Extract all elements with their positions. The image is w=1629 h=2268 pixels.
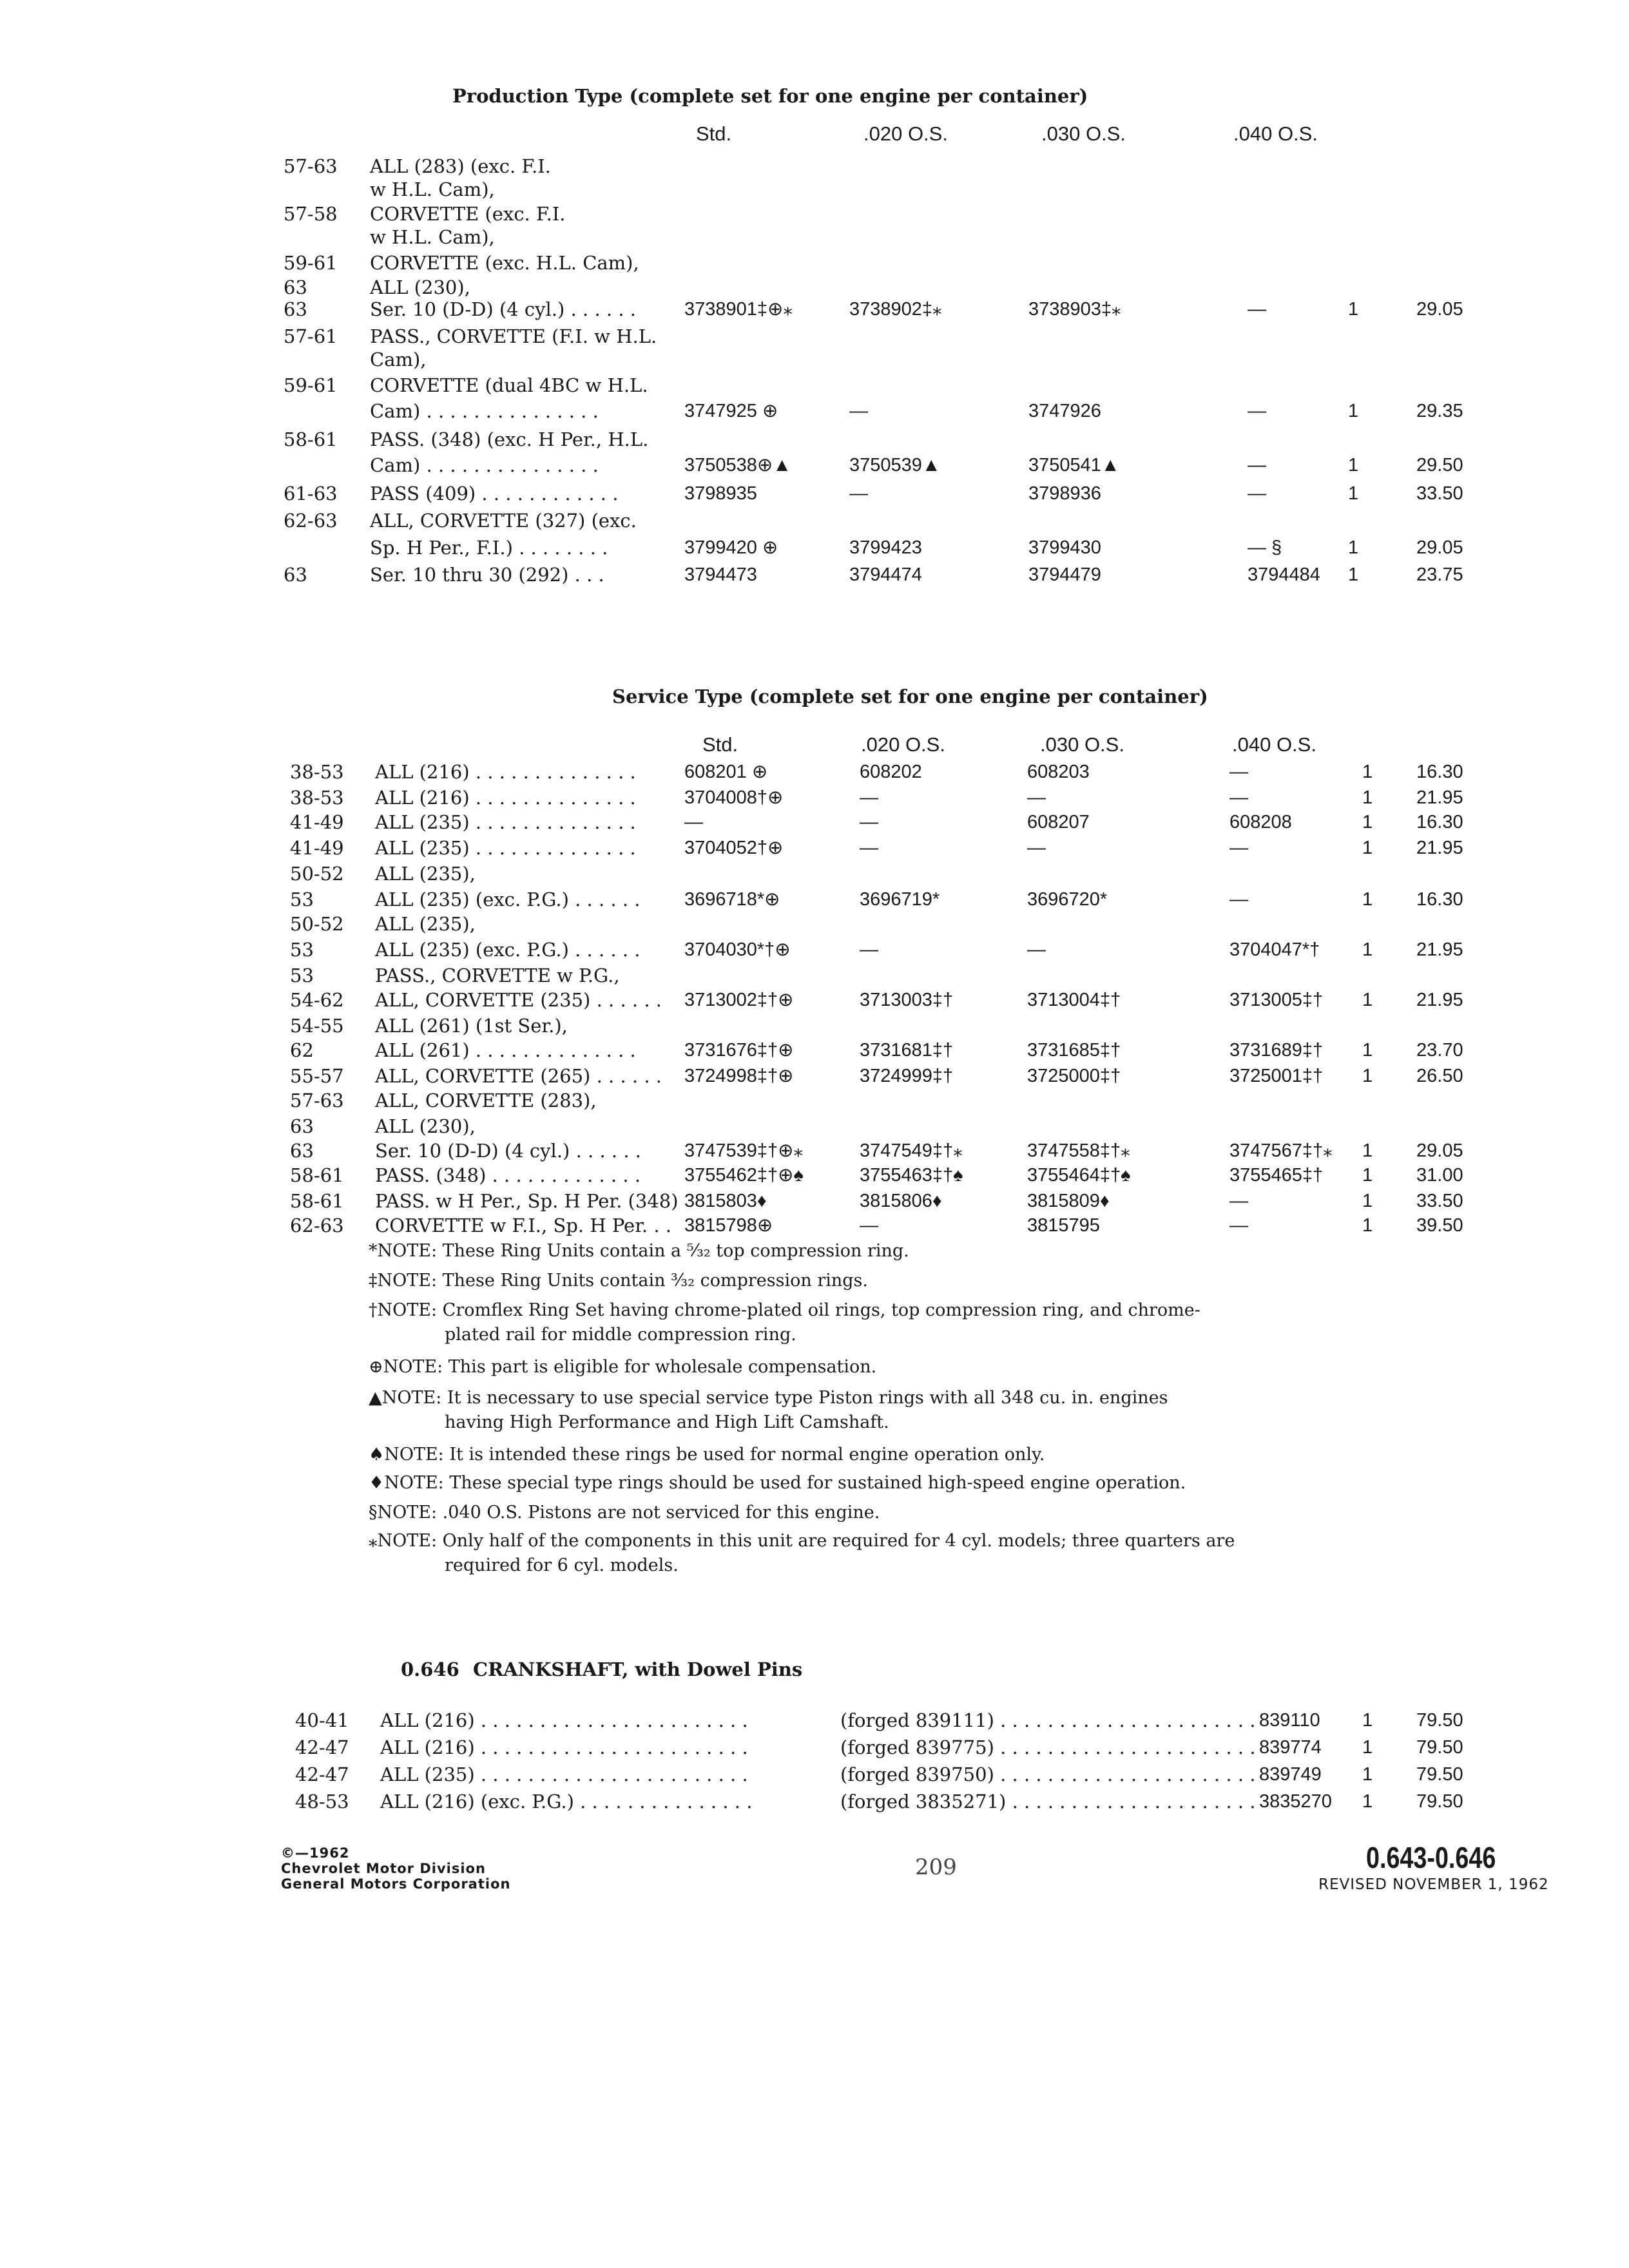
model-cell: ALL (235) (exc. P.G.) . . . . . . bbox=[375, 889, 641, 910]
os030-cell: 3738903‡⁎ bbox=[1028, 299, 1121, 320]
table-row bbox=[0, 536, 1629, 559]
year-cell: 53 bbox=[290, 939, 314, 961]
model-cell: PASS., CORVETTE w P.G., bbox=[375, 965, 620, 986]
model-cell: w H.L. Cam), bbox=[370, 178, 495, 200]
qty-cell: 1 bbox=[1348, 401, 1359, 421]
forged-cell: (forged 839775) . . . . . . . . . . . . . . . . . . . . . . bbox=[840, 1736, 1256, 1758]
os040-cell: — bbox=[1248, 455, 1266, 476]
table-row bbox=[0, 786, 1629, 809]
os040-cell: 3731689‡† bbox=[1229, 1040, 1324, 1061]
table-row bbox=[0, 178, 1629, 201]
model-cell: Sp. H Per., F.I.) . . . . . . . . bbox=[370, 537, 608, 559]
qty-cell: 1 bbox=[1348, 564, 1359, 585]
page-number: 209 bbox=[915, 1854, 957, 1880]
std-cell: 3815803♦ bbox=[684, 1191, 767, 1211]
year-cell: 59-61 bbox=[284, 252, 338, 274]
os030-cell: 3750541▲ bbox=[1028, 455, 1120, 476]
year-cell: 55-57 bbox=[290, 1065, 344, 1087]
year-cell: 63 bbox=[284, 276, 307, 298]
forged-cell: (forged 839750) . . . . . . . . . . . . . . . . . . . . . . bbox=[840, 1763, 1256, 1785]
price-cell: 31.00 bbox=[1416, 1165, 1463, 1186]
footer-copyright: ©—1962 bbox=[281, 1845, 350, 1861]
os040-cell: — bbox=[1248, 483, 1266, 504]
year-cell: 38-53 bbox=[290, 761, 344, 783]
model-cell: PASS (409) . . . . . . . . . . . . bbox=[370, 483, 619, 505]
part-number-cell: 839774 bbox=[1259, 1737, 1322, 1758]
os040-cell: — bbox=[1229, 838, 1248, 858]
qty-cell: 1 bbox=[1362, 1764, 1373, 1785]
os020-cell: 3815806♦ bbox=[860, 1191, 942, 1211]
os020-cell: 3696719* bbox=[860, 889, 940, 910]
price-cell: 39.50 bbox=[1416, 1215, 1463, 1236]
os020-cell: — bbox=[860, 812, 878, 832]
os040-cell: — bbox=[1248, 401, 1266, 421]
os020-cell: 3731681‡† bbox=[860, 1040, 954, 1061]
os020-cell: 3747549‡†⁎ bbox=[860, 1140, 963, 1161]
model-cell: Cam) . . . . . . . . . . . . . . . bbox=[370, 454, 599, 476]
os040-cell: — bbox=[1229, 762, 1248, 782]
os040-cell: 3794484 bbox=[1248, 564, 1320, 585]
os020-cell: 3724999‡† bbox=[860, 1066, 954, 1086]
os040-cell: — § bbox=[1248, 537, 1282, 558]
note-line: having High Performance and High Lift Camshaft. bbox=[445, 1412, 889, 1432]
os040-cell: — bbox=[1248, 299, 1266, 320]
table-row bbox=[0, 888, 1629, 911]
qty-cell: 1 bbox=[1362, 990, 1373, 1010]
os040-cell: — bbox=[1229, 1191, 1248, 1211]
std-cell: 3755462‡†⊕♠ bbox=[684, 1165, 804, 1186]
os030-cell: — bbox=[1027, 787, 1046, 808]
column-header: .040 O.S. bbox=[1232, 733, 1316, 756]
model-cell: CORVETTE (exc. F.I. bbox=[370, 203, 566, 225]
revised-date: REVISED NOVEMBER 1, 1962 bbox=[1318, 1876, 1549, 1893]
price-cell: 16.30 bbox=[1416, 889, 1463, 910]
std-cell: 3696718*⊕ bbox=[684, 889, 780, 910]
section-range: 0.643-0.646 bbox=[1366, 1841, 1496, 1874]
os030-cell: 3815809♦ bbox=[1027, 1191, 1110, 1211]
os030-cell: 608207 bbox=[1027, 812, 1090, 832]
note-line: ▲NOTE: It is necessary to use special service type Piston rings with all 348 cu. in. engines bbox=[369, 1388, 1168, 1408]
forged-cell: (forged 3835271) . . . . . . . . . . . . . . . . . . . . . bbox=[840, 1791, 1256, 1812]
std-cell: 3704030*†⊕ bbox=[684, 939, 791, 960]
year-cell: 58-61 bbox=[290, 1164, 344, 1186]
note-line: required for 6 cyl. models. bbox=[445, 1555, 679, 1575]
price-cell: 21.95 bbox=[1416, 787, 1463, 808]
os030-cell: 3798936 bbox=[1028, 483, 1101, 504]
os030-cell: 3747558‡†⁎ bbox=[1027, 1140, 1130, 1161]
year-cell: 57-63 bbox=[290, 1090, 344, 1111]
model-cell: Cam), bbox=[370, 349, 427, 370]
price-cell: 21.95 bbox=[1416, 990, 1463, 1010]
price-cell: 33.50 bbox=[1416, 483, 1463, 504]
year-cell: 63 bbox=[290, 1115, 314, 1137]
table-row bbox=[0, 454, 1629, 477]
std-cell: 3713002‡†⊕ bbox=[684, 990, 794, 1010]
table-row bbox=[0, 482, 1629, 505]
table-row bbox=[0, 988, 1629, 1012]
price-cell: 21.95 bbox=[1416, 838, 1463, 858]
model-cell: ALL (235), bbox=[375, 913, 476, 935]
table-row bbox=[0, 155, 1629, 178]
year-cell: 53 bbox=[290, 965, 314, 986]
price-cell: 16.30 bbox=[1416, 762, 1463, 782]
service-title: Service Type (complete set for one engine per container) bbox=[612, 686, 1208, 707]
os030-cell: — bbox=[1027, 838, 1046, 858]
os020-cell: — bbox=[860, 838, 878, 858]
table-row bbox=[0, 428, 1629, 451]
year-cell: 40-41 bbox=[295, 1709, 349, 1731]
std-cell: 3704052†⊕ bbox=[684, 838, 784, 858]
os040-cell: — bbox=[1229, 787, 1248, 808]
model-cell: CORVETTE (dual 4BC w H.L. bbox=[370, 374, 648, 396]
os040-cell: 3713005‡† bbox=[1229, 990, 1324, 1010]
table-row bbox=[0, 1709, 1629, 1732]
year-cell: 53 bbox=[290, 889, 314, 910]
crankshaft-title: CRANKSHAFT, with Dowel Pins bbox=[473, 1658, 803, 1680]
year-cell: 50-52 bbox=[290, 913, 344, 935]
os030-cell: 3794479 bbox=[1028, 564, 1101, 585]
year-cell: 59-61 bbox=[284, 374, 338, 396]
table-row bbox=[0, 509, 1629, 532]
os020-cell: — bbox=[860, 787, 878, 808]
os030-cell: 3815795 bbox=[1027, 1215, 1100, 1236]
year-cell: 62 bbox=[290, 1039, 314, 1061]
model-cell: PASS. (348) . . . . . . . . . . . . . bbox=[375, 1164, 641, 1186]
year-cell: 38-53 bbox=[290, 787, 344, 809]
price-cell: 29.05 bbox=[1416, 1140, 1463, 1161]
model-cell: CORVETTE w F.I., Sp. H Per. . . bbox=[375, 1215, 671, 1236]
model-cell: ALL (216) . . . . . . . . . . . . . . . . . . . . . . . bbox=[380, 1709, 748, 1731]
year-cell: 58-61 bbox=[290, 1190, 344, 1212]
os020-cell: 3738902‡⁎ bbox=[849, 299, 942, 320]
qty-cell: 1 bbox=[1348, 299, 1359, 320]
table-row bbox=[0, 298, 1629, 321]
year-cell: 48-53 bbox=[295, 1791, 349, 1812]
year-cell: 62-63 bbox=[290, 1215, 344, 1236]
price-cell: 23.75 bbox=[1416, 564, 1463, 585]
note-line: *NOTE: These Ring Units contain a ⁵⁄₃₂ top compression ring. bbox=[369, 1241, 909, 1261]
price-cell: 26.50 bbox=[1416, 1066, 1463, 1086]
model-cell: ALL, CORVETTE (265) . . . . . . bbox=[375, 1065, 662, 1087]
os040-cell: 3704047*† bbox=[1229, 939, 1320, 960]
qty-cell: 1 bbox=[1348, 537, 1359, 558]
qty-cell: 1 bbox=[1348, 455, 1359, 476]
table-row bbox=[0, 1763, 1629, 1786]
model-cell: ALL (235) . . . . . . . . . . . . . . . . . . . . . . . bbox=[380, 1763, 748, 1785]
year-cell: 58-61 bbox=[284, 428, 338, 450]
year-cell: 63 bbox=[284, 298, 307, 320]
model-cell: ALL, CORVETTE (327) (exc. bbox=[370, 510, 637, 532]
model-cell: ALL (283) (exc. F.I. bbox=[370, 155, 551, 177]
model-cell: ALL (230), bbox=[370, 276, 470, 298]
model-cell: PASS., CORVETTE (F.I. w H.L. bbox=[370, 325, 657, 347]
note-line: ‡NOTE: These Ring Units contain ³⁄₃₂ compression rings. bbox=[369, 1271, 868, 1291]
os020-cell: — bbox=[849, 401, 868, 421]
std-cell: 3815798⊕ bbox=[684, 1215, 773, 1236]
forged-cell: (forged 839111) . . . . . . . . . . . . . . . . . . . . . . bbox=[840, 1709, 1256, 1731]
year-cell: 57-61 bbox=[284, 325, 338, 347]
table-row bbox=[0, 1139, 1629, 1162]
os030-cell: 3696720* bbox=[1027, 889, 1108, 910]
price-cell: 79.50 bbox=[1416, 1710, 1463, 1731]
note-line: §NOTE: .040 O.S. Pistons are not serviced for this engine. bbox=[369, 1503, 880, 1523]
year-cell: 57-58 bbox=[284, 203, 338, 225]
footer-corporation: General Motors Corporation bbox=[281, 1876, 511, 1892]
os030-cell: — bbox=[1027, 939, 1046, 960]
table-row bbox=[0, 374, 1629, 397]
year-cell: 41-49 bbox=[290, 837, 344, 859]
qty-cell: 1 bbox=[1362, 1165, 1373, 1186]
part-number-cell: 3835270 bbox=[1259, 1791, 1332, 1812]
model-cell: Ser. 10 (D-D) (4 cyl.) . . . . . . bbox=[370, 298, 636, 320]
year-cell: 63 bbox=[290, 1140, 314, 1162]
model-cell: ALL (230), bbox=[375, 1115, 476, 1137]
column-header: .040 O.S. bbox=[1233, 122, 1318, 145]
table-row bbox=[0, 1039, 1629, 1062]
price-cell: 29.05 bbox=[1416, 299, 1463, 320]
table-row bbox=[0, 1736, 1629, 1759]
column-header: .030 O.S. bbox=[1041, 122, 1126, 145]
year-cell: 42-47 bbox=[295, 1763, 349, 1785]
model-cell: ALL (235), bbox=[375, 863, 476, 885]
os030-cell: 3725000‡† bbox=[1027, 1066, 1121, 1086]
os040-cell: — bbox=[1229, 1215, 1248, 1236]
table-row bbox=[0, 251, 1629, 274]
std-cell: 3724998‡†⊕ bbox=[684, 1066, 794, 1086]
std-cell: 3704008†⊕ bbox=[684, 787, 784, 808]
model-cell: ALL (261) (1st Ser.), bbox=[375, 1015, 568, 1037]
year-cell: 61-63 bbox=[284, 483, 338, 505]
os030-cell: 3755464‡†♠ bbox=[1027, 1165, 1131, 1186]
model-cell: CORVETTE (exc. H.L. Cam), bbox=[370, 252, 639, 274]
model-cell: Ser. 10 (D-D) (4 cyl.) . . . . . . bbox=[375, 1140, 641, 1162]
std-cell: 3731676‡†⊕ bbox=[684, 1040, 794, 1061]
std-cell: 3747539‡†⊕⁎ bbox=[684, 1140, 803, 1161]
year-cell: 62-63 bbox=[284, 510, 338, 532]
price-cell: 29.50 bbox=[1416, 455, 1463, 476]
table-row bbox=[0, 964, 1629, 987]
os040-cell: 3747567‡†⁎ bbox=[1229, 1140, 1333, 1161]
qty-cell: 1 bbox=[1362, 1040, 1373, 1061]
std-cell: 3750538⊕▲ bbox=[684, 455, 791, 476]
table-row bbox=[0, 1014, 1629, 1037]
part-number-cell: 839110 bbox=[1259, 1710, 1320, 1731]
std-cell: 3738901‡⊕⁎ bbox=[684, 299, 793, 320]
note-line: ♦NOTE: These special type rings should be used for sustained high-speed engine operation. bbox=[369, 1473, 1186, 1493]
table-row bbox=[0, 1214, 1629, 1237]
table-row bbox=[0, 912, 1629, 936]
model-cell: ALL (261) . . . . . . . . . . . . . . bbox=[375, 1039, 636, 1061]
price-cell: 23.70 bbox=[1416, 1040, 1463, 1061]
table-row bbox=[0, 1064, 1629, 1088]
note-line: plated rail for middle compression ring. bbox=[445, 1325, 796, 1345]
os030-cell: 3747926 bbox=[1028, 401, 1101, 421]
table-row bbox=[0, 325, 1629, 348]
os020-cell: 3755463‡†♠ bbox=[860, 1165, 963, 1186]
qty-cell: 1 bbox=[1362, 1066, 1373, 1086]
std-cell: 3794473 bbox=[684, 564, 757, 585]
price-cell: 79.50 bbox=[1416, 1737, 1463, 1758]
column-header: Std. bbox=[702, 733, 738, 756]
table-row bbox=[0, 1164, 1629, 1187]
note-line: ⊕NOTE: This part is eligible for wholesale compensation. bbox=[369, 1357, 877, 1377]
os020-cell: 608202 bbox=[860, 762, 922, 782]
column-header: Std. bbox=[696, 122, 732, 145]
std-cell: 3747925 ⊕ bbox=[684, 401, 778, 421]
os020-cell: — bbox=[860, 1215, 878, 1236]
model-cell: Cam) . . . . . . . . . . . . . . . bbox=[370, 400, 599, 422]
os020-cell: 3750539▲ bbox=[849, 455, 941, 476]
os020-cell: — bbox=[860, 939, 878, 960]
std-cell: 608201 ⊕ bbox=[684, 762, 768, 782]
table-row bbox=[0, 399, 1629, 423]
table-row bbox=[0, 202, 1629, 226]
table-row bbox=[0, 348, 1629, 371]
year-cell: 57-63 bbox=[284, 155, 338, 177]
part-number-cell: 839749 bbox=[1259, 1764, 1322, 1785]
os020-cell: 3713003‡† bbox=[860, 990, 954, 1010]
model-cell: Ser. 10 thru 30 (292) . . . bbox=[370, 564, 604, 586]
model-cell: ALL (235) (exc. P.G.) . . . . . . bbox=[375, 939, 641, 961]
os030-cell: 608203 bbox=[1027, 762, 1090, 782]
model-cell: ALL (216) . . . . . . . . . . . . . . bbox=[375, 787, 636, 809]
table-row bbox=[0, 1115, 1629, 1138]
os040-cell: 3755465‡† bbox=[1229, 1165, 1324, 1186]
std-cell: 3799420 ⊕ bbox=[684, 537, 778, 558]
year-cell: 42-47 bbox=[295, 1736, 349, 1758]
qty-cell: 1 bbox=[1362, 1791, 1373, 1812]
production-title: Production Type (complete set for one engine per container) bbox=[452, 85, 1088, 107]
os040-cell: 608208 bbox=[1229, 812, 1292, 832]
table-row bbox=[0, 811, 1629, 834]
note-line: ♠NOTE: It is intended these rings be used for normal engine operation only. bbox=[369, 1445, 1045, 1465]
std-cell: — bbox=[684, 812, 703, 832]
table-row bbox=[0, 1189, 1629, 1213]
model-cell: ALL (216) . . . . . . . . . . . . . . . . . . . . . . . bbox=[380, 1736, 748, 1758]
table-row bbox=[0, 226, 1629, 249]
year-cell: 63 bbox=[284, 564, 307, 586]
table-row bbox=[0, 563, 1629, 586]
crankshaft-number: 0.646 bbox=[401, 1658, 459, 1680]
price-cell: 16.30 bbox=[1416, 812, 1463, 832]
qty-cell: 1 bbox=[1362, 1710, 1373, 1731]
qty-cell: 1 bbox=[1362, 787, 1373, 808]
table-row bbox=[0, 276, 1629, 299]
qty-cell: 1 bbox=[1362, 1737, 1373, 1758]
os030-cell: 3799430 bbox=[1028, 537, 1101, 558]
model-cell: ALL (235) . . . . . . . . . . . . . . bbox=[375, 811, 636, 833]
table-row bbox=[0, 1089, 1629, 1112]
price-cell: 21.95 bbox=[1416, 939, 1463, 960]
model-cell: ALL (216) . . . . . . . . . . . . . . bbox=[375, 761, 636, 783]
std-cell: 3798935 bbox=[684, 483, 757, 504]
qty-cell: 1 bbox=[1362, 889, 1373, 910]
model-cell: ALL, CORVETTE (235) . . . . . . bbox=[375, 989, 662, 1011]
column-header: .030 O.S. bbox=[1040, 733, 1124, 756]
model-cell: ALL, CORVETTE (283), bbox=[375, 1090, 597, 1111]
year-cell: 54-62 bbox=[290, 989, 344, 1011]
table-row bbox=[0, 836, 1629, 860]
price-cell: 29.35 bbox=[1416, 401, 1463, 421]
qty-cell: 1 bbox=[1362, 812, 1373, 832]
qty-cell: 1 bbox=[1362, 762, 1373, 782]
price-cell: 79.50 bbox=[1416, 1791, 1463, 1812]
note-line: †NOTE: Cromflex Ring Set having chrome-plated oil rings, top compression ring, and chrome- bbox=[369, 1300, 1200, 1320]
price-cell: 33.50 bbox=[1416, 1191, 1463, 1211]
qty-cell: 1 bbox=[1348, 483, 1359, 504]
os020-cell: — bbox=[849, 483, 868, 504]
os040-cell: 3725001‡† bbox=[1229, 1066, 1324, 1086]
qty-cell: 1 bbox=[1362, 1191, 1373, 1211]
table-row bbox=[0, 1790, 1629, 1813]
table-row bbox=[0, 760, 1629, 783]
price-cell: 79.50 bbox=[1416, 1764, 1463, 1785]
model-cell: w H.L. Cam), bbox=[370, 226, 495, 248]
column-header: .020 O.S. bbox=[863, 122, 948, 145]
os020-cell: 3794474 bbox=[849, 564, 922, 585]
os030-cell: 3731685‡† bbox=[1027, 1040, 1121, 1061]
model-cell: PASS. (348) (exc. H Per., H.L. bbox=[370, 428, 649, 450]
model-cell: ALL (235) . . . . . . . . . . . . . . bbox=[375, 837, 636, 859]
qty-cell: 1 bbox=[1362, 939, 1373, 960]
column-header: .020 O.S. bbox=[861, 733, 945, 756]
os020-cell: 3799423 bbox=[849, 537, 922, 558]
os030-cell: 3713004‡† bbox=[1027, 990, 1121, 1010]
os040-cell: — bbox=[1229, 889, 1248, 910]
qty-cell: 1 bbox=[1362, 1140, 1373, 1161]
model-cell: PASS. w H Per., Sp. H Per. (348) bbox=[375, 1190, 679, 1212]
qty-cell: 1 bbox=[1362, 1215, 1373, 1236]
note-line: ⁎NOTE: Only half of the components in this unit are required for 4 cyl. models; three quarters are bbox=[369, 1531, 1235, 1551]
qty-cell: 1 bbox=[1362, 838, 1373, 858]
table-row bbox=[0, 862, 1629, 885]
table-row bbox=[0, 938, 1629, 961]
model-cell: ALL (216) (exc. P.G.) . . . . . . . . . . . . . . . bbox=[380, 1791, 753, 1812]
footer-division: Chevrolet Motor Division bbox=[281, 1861, 486, 1876]
year-cell: 50-52 bbox=[290, 863, 344, 885]
year-cell: 41-49 bbox=[290, 811, 344, 833]
price-cell: 29.05 bbox=[1416, 537, 1463, 558]
year-cell: 54-55 bbox=[290, 1015, 344, 1037]
